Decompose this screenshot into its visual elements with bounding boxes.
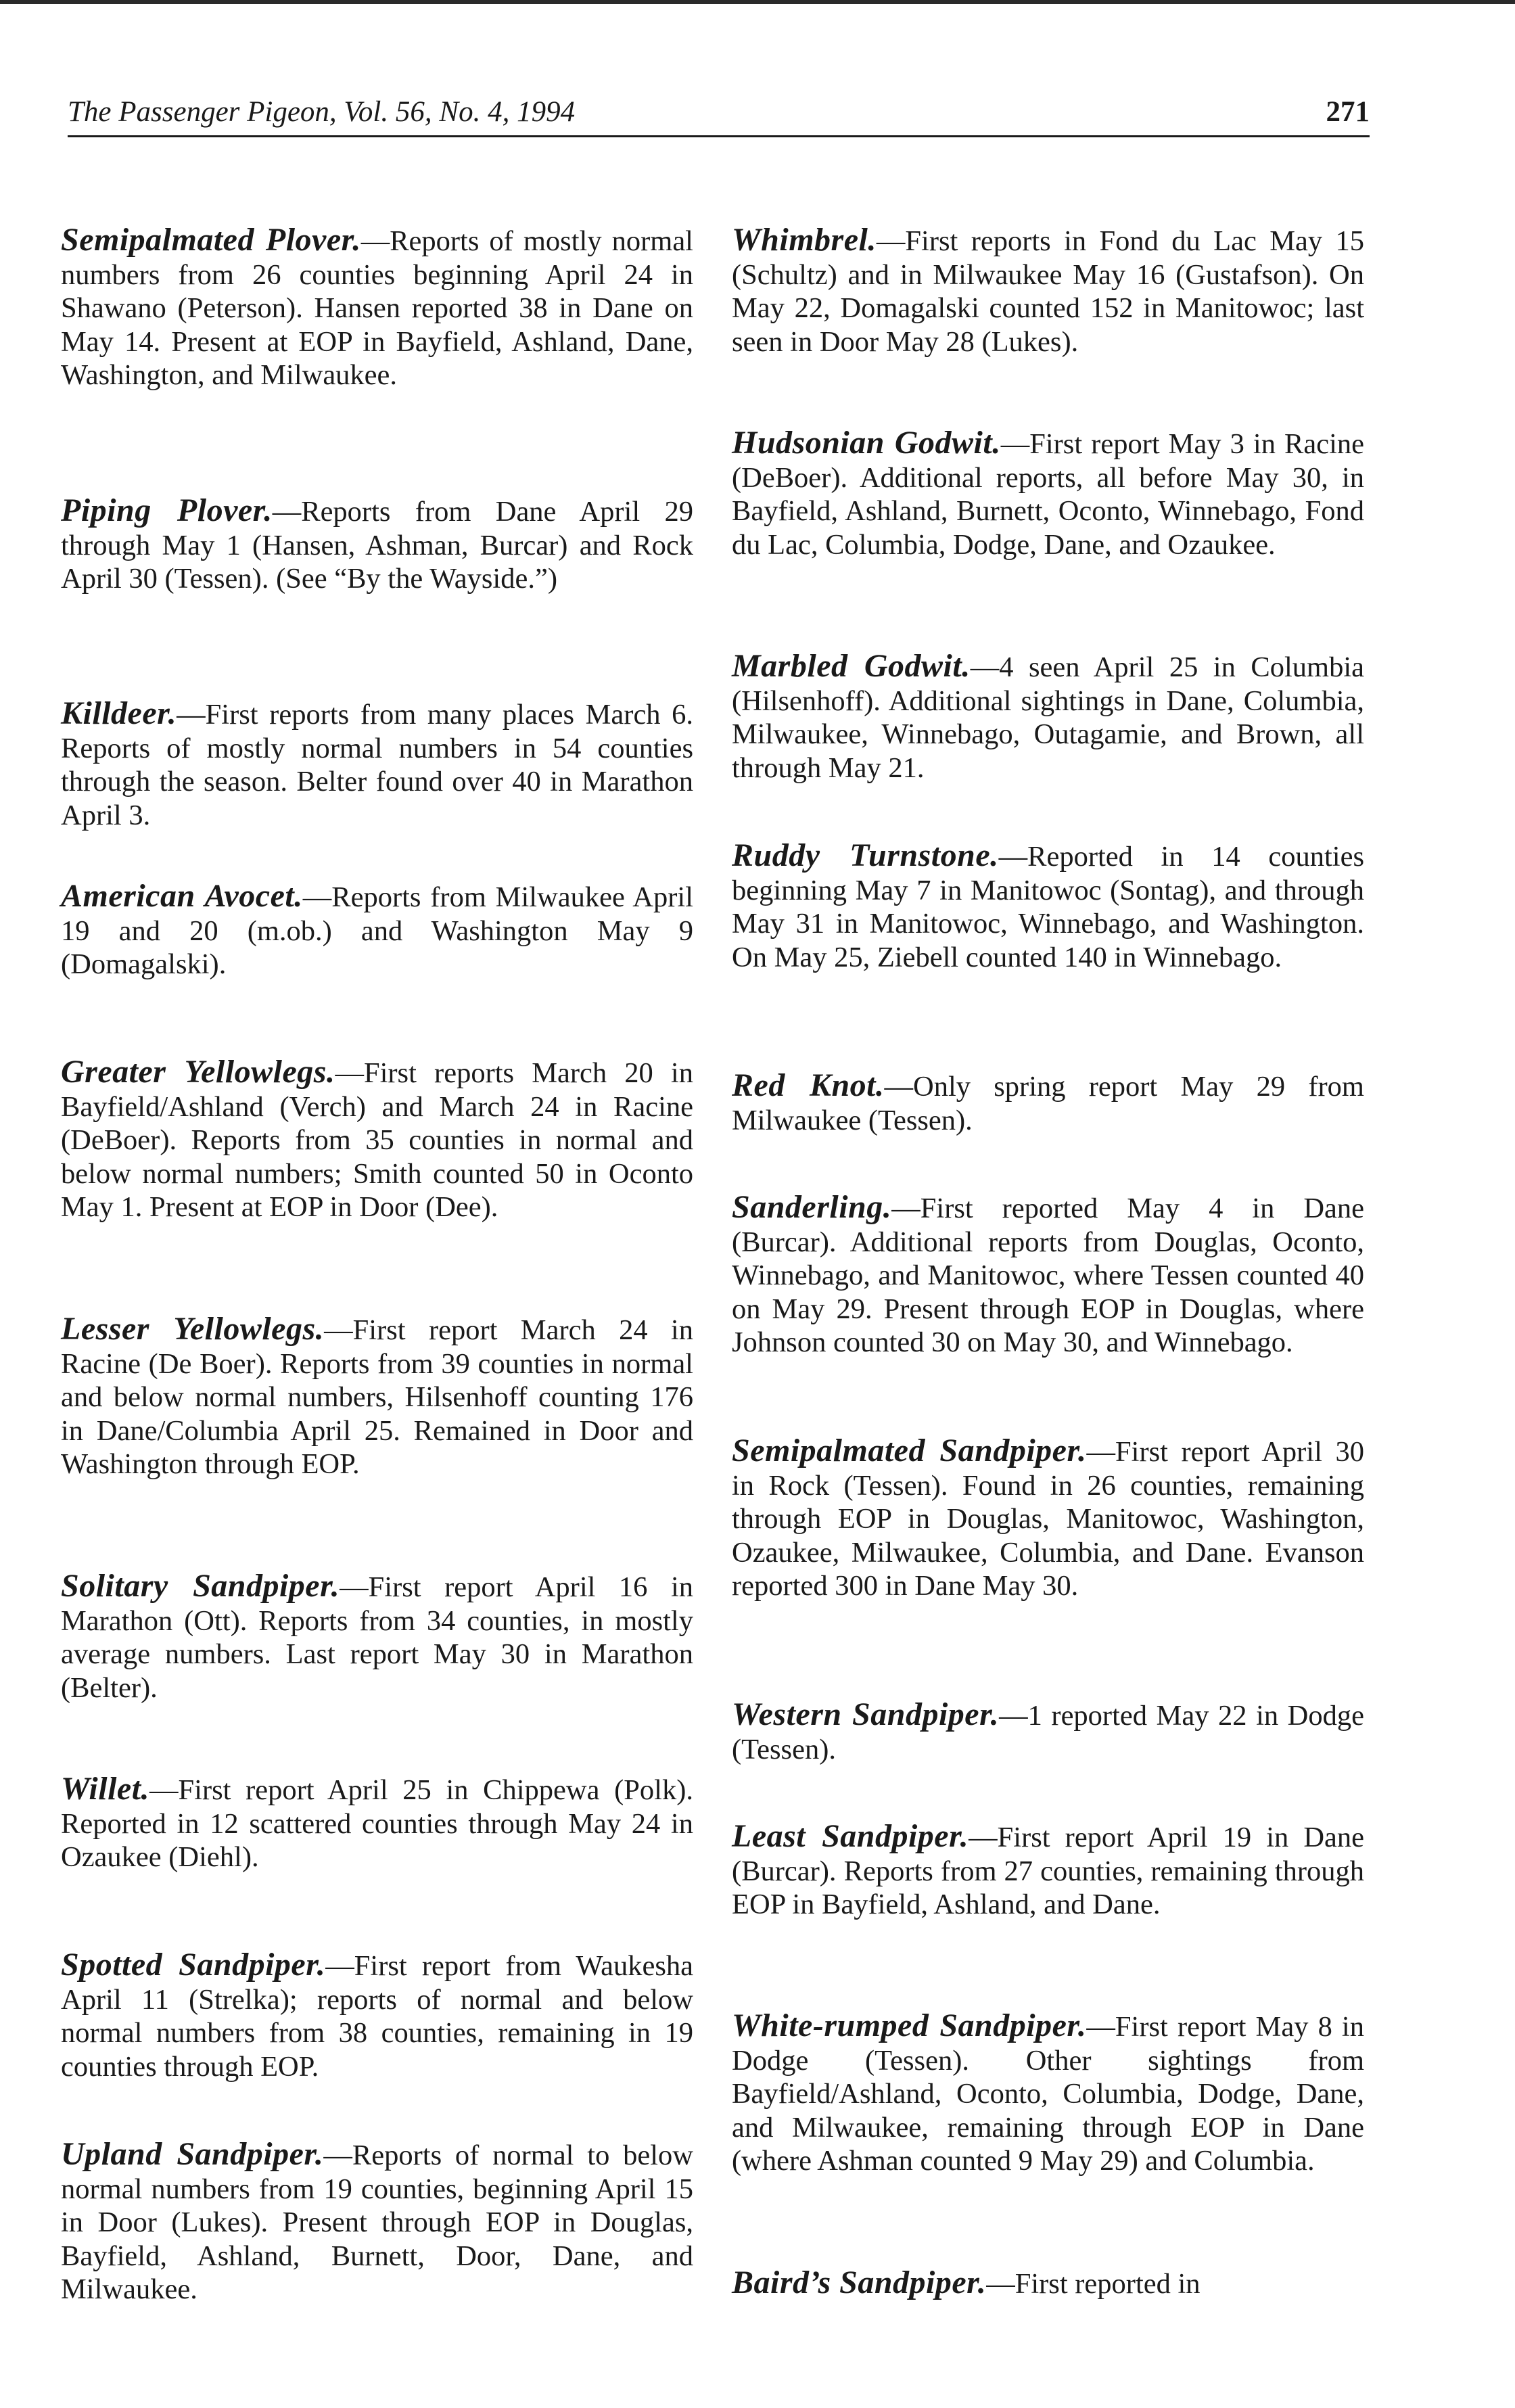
species-name: Baird’s Sandpiper. [732,2265,987,2300]
species-name: Killdeer. [61,695,177,731]
species-account-text: —First reports March 20 in Bayfield/Ashland (Verch) and March 24 in Racine (DeBoer). Reports from 35 counties in normal and below normal numbers; Smith counted 50 in Oconto May 1. Present at EOP in Door (Dee). [61,1057,693,1223]
species-account-text: —First report from Waukesha April 11 (Strelka); reports of normal and below normal numbers from 38 counties, remaining in 19 counties through EOP. [61,1950,694,2083]
species-account-text: —Only spring report May 29 from Milwaukee (Tessen). [732,1071,1364,1136]
species-name: Marbled Godwit. [732,648,971,684]
species-account-text: —First reports in Fond du Lac May 15 (Schultz) and in Milwaukee May 16 (Gustafson). On May 22, Domagalski counted 152 in Manitowoc; last seen in Door May 28 (Lukes). [732,225,1364,358]
species-name: Western Sandpiper. [732,1696,1000,1732]
species-entry-sanderling [732,1190,1364,1360]
species-entry-hudsonian-godwit [732,426,1364,561]
species-account-text: —First report April 19 in Dane (Burcar). Reports from 27 counties, remaining through EOP in Bayfield, Ashland, and Dane. [732,1822,1365,1920]
species-account-text: —First reported May 4 in Dane (Burcar). Additional reports from Douglas, Oconto, Winnebago, and Manitowoc, where Tessen counted 40 on May 29. Present through EOP in Douglas, where Johnson counted 30 on May 30, and Winnebago. [732,1193,1364,1358]
species-name: Whimbrel. [732,222,877,258]
species-entry-spotted-sandpiper [61,1948,693,2083]
species-entry-baird-s-sandpiper [732,2266,1364,2301]
species-entry-semipalmated-sandpiper [732,1434,1364,1603]
species-name: Lesser Yellowlegs. [61,1311,325,1347]
species-entry-red-knot [732,1069,1364,1137]
species-account-text: —4 seen April 25 in Columbia (Hilsenhoff). Additional sightings in Dane, Columbia, Milwaukee, Winnebago, Outagamie, and Brown, all through May 21. [732,651,1364,784]
species-entry-upland-sandpiper [61,2137,693,2307]
species-entry-ruddy-turnstone [732,839,1364,974]
page-number: 271 [1326,96,1370,128]
species-entry-willet [61,1772,693,1874]
species-entry-american-avocet [61,879,693,981]
top-border-rule [0,0,1515,4]
species-account-text: —Reports of mostly normal numbers from 26 counties beginning April 24 in Shawano (Peterson). Hansen reported 38 in Dane on May 14. Present at EOP in Bayfield, Ashland, Dane, Washington, and Milwaukee. [61,225,693,391]
species-name: Least Sandpiper. [732,1818,969,1854]
species-account-text: —First report March 24 in Racine (De Boer). Reports from 39 counties in normal and below normal numbers, Hilsenhoff counting 176 in Dane/Columbia April 25. Remained in Door and Washington through EOP. [61,1314,693,1480]
species-account-text: —Reports of normal to below normal numbers from 19 counties, beginning April 15 in Door (Lukes). Present through EOP in Douglas, Bayfield, Ashland, Burnett, Door, Dane, and Milwaukee. [61,2139,693,2305]
species-account-text: —Reports from Dane April 29 through May 1 (Hansen, Ashman, Burcar) and Rock April 30 (Tessen). (See “By the Wayside.”) [61,496,694,595]
species-entry-white-rumped-sandpiper [732,2009,1364,2178]
species-name: Spotted Sandpiper. [61,1947,326,1983]
species-name: Red Knot. [732,1067,885,1103]
species-account-text: —First report April 30 in Rock (Tessen). Found in 26 counties, remaining through EOP in Douglas, Manitowoc, Washington, Ozaukee, Milwaukee, Columbia, and Dane. Evanson reported 300 in Dane May 30. [732,1436,1364,1602]
species-account-text: —First reports from many places March 6. Reports of mostly normal numbers in 54 counties through the season. Belter found over 40 in Marathon April 3. [61,699,693,831]
species-entry-greater-yellowlegs [61,1055,693,1224]
species-account-text: —Reported in 14 counties beginning May 7 in Manitowoc (Sontag), and through May 31 in Manitowoc, Winnebago, and Washington. On May 25, Ziebell counted 140 in Winnebago. [732,841,1364,973]
species-name: Semipalmated Plover. [61,222,361,258]
species-name: Greater Yellowlegs. [61,1054,335,1090]
species-name: Semipalmated Sandpiper. [732,1433,1087,1468]
header-rule [68,135,1370,137]
species-entry-semipalmated-plover [61,223,693,392]
species-entry-least-sandpiper [732,1820,1364,1922]
species-account-text: —First report May 8 in Dodge (Tessen). Other sightings from Bayfield/Ashland, Oconto, Columbia, Dodge, Dane, and Milwaukee, remaining through EOP in Dane (where Ashman counted 9 May 29) and Columbia. [732,2011,1364,2177]
species-name: White-rumped Sandpiper. [732,2008,1087,2043]
species-entry-solitary-sandpiper [61,1569,693,1705]
species-account-text: —First reported in [986,2268,1201,2300]
species-entry-whimbrel [732,223,1364,358]
species-entry-marbled-godwit [732,649,1364,785]
species-name: Hudsonian Godwit. [732,425,1001,461]
species-name: Piping Plover. [61,492,273,528]
species-name: Ruddy Turnstone. [732,837,999,873]
species-name: Willet. [61,1771,150,1807]
species-account-text: —First report May 3 in Racine (DeBoer). Additional reports, all before May 30, in Bayfield, Ashland, Burnett, Oconto, Winnebago, Fond du Lac, Columbia, Dodge, Dane, and Ozaukee. [732,428,1364,561]
species-account-text: —Reports from Milwaukee April 19 and 20 (m.ob.) and Washington May 9 (Domagalski). [61,881,693,980]
species-name: Sanderling. [732,1189,892,1225]
species-name: American Avocet. [61,878,303,914]
species-account-text: —First report April 16 in Marathon (Ott). Reports from 34 counties, in mostly average numbers. Last report May 30 in Marathon (Belter). [61,1571,693,1704]
species-entry-piping-plover [61,494,693,596]
species-account-text: —First report April 25 in Chippewa (Polk). Reported in 12 scattered counties through May 24 in Ozaukee (Diehl). [61,1774,693,1873]
running-head-title: The Passenger Pigeon, Vol. 56, No. 4, 1994 [68,96,576,128]
species-name: Solitary Sandpiper. [61,1568,340,1604]
species-entry-lesser-yellowlegs [61,1312,693,1481]
species-entry-killdeer [61,697,693,832]
species-entry-western-sandpiper [732,1698,1364,1766]
species-account-text: —1 reported May 22 in Dodge (Tessen). [732,1700,1364,1765]
species-name: Upland Sandpiper. [61,2136,324,2172]
